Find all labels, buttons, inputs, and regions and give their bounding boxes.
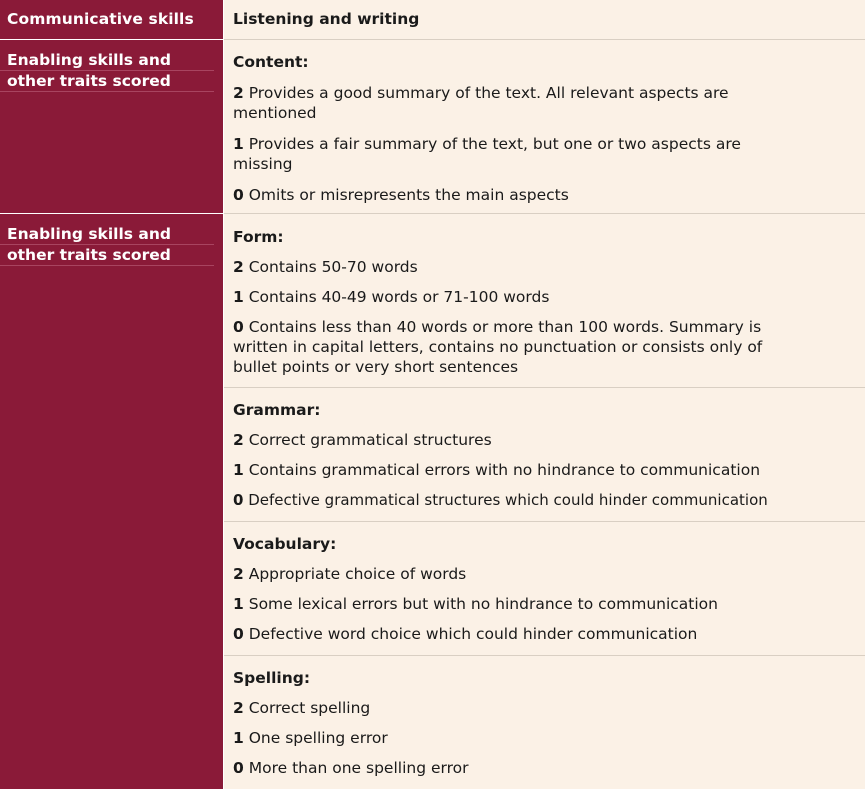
communicative-skills-heading: Communicative skills [7,10,194,28]
content-row-label-cell [0,40,224,214]
score: 2 [233,699,244,717]
criterion-item: 0 More than one spelling error [233,759,469,777]
criteria-sections [224,214,865,789]
score: 0 [233,625,244,643]
score: 1 [233,135,244,153]
criterion-item: 1 Some lexical errors but with no hindrance to communication [233,595,718,613]
header-right-cell [224,0,865,40]
spelling-section [224,656,865,789]
section-title: Grammar: [233,401,321,419]
criterion-item: 0 Omits or misrepresents the main aspects [233,186,569,204]
score: 2 [233,84,244,102]
score: 0 [233,491,244,509]
criterion-item: 1 One spelling error [233,729,388,747]
vocabulary-section [224,522,865,656]
section-title: Content: [233,53,309,71]
section-title: Vocabulary: [233,535,337,553]
criterion-item: 0 Contains less than 40 words or more than 100 words. Summary is written in capital letters, contains no punctuation or consists only of bullet points or very short sentences [233,318,763,376]
criterion-item: 1 Provides a fair summary of the text, but one or two aspects are missing [233,135,741,173]
content-section [224,40,865,214]
criterion-item: 2 Correct spelling [233,699,371,717]
label-line-1: Enabling skills and [0,50,214,71]
section-title: Form: [233,228,284,246]
criterion-item: 2 Appropriate choice of words [233,565,467,583]
criterion-item: 2 Provides a good summary of the text. All relevant aspects are mentioned [233,84,729,122]
header-left-cell [0,0,224,40]
score: 1 [233,729,244,747]
criterion-item: 1 Contains grammatical errors with no hindrance to communication [233,461,761,479]
score: 1 [233,595,244,613]
label-line-2: other traits scored [7,72,171,90]
criterion-item: 0 Defective word choice which could hinder communication [233,625,698,643]
label-line-1: Enabling skills and [0,224,214,245]
form-row-label-cell [0,214,224,789]
score: 1 [233,288,244,306]
enabling-skills-label [0,50,214,92]
listening-writing-heading: Listening and writing [233,10,420,28]
score: 0 [233,186,244,204]
score: 2 [233,431,244,449]
label-line-2: other traits scored [7,246,171,264]
enabling-skills-label [0,224,214,266]
score: 1 [233,461,244,479]
criterion-item: 2 Contains 50-70 words [233,258,418,276]
grammar-section [224,388,865,522]
criterion-item: 0 Defective grammatical structures which could hinder communication [233,491,768,509]
score: 2 [233,565,244,583]
form-section [224,214,865,388]
section-title: Spelling: [233,669,311,687]
criterion-item: 2 Correct grammatical structures [233,431,492,449]
score: 0 [233,318,244,336]
score: 0 [233,759,244,777]
criterion-item: 1 Contains 40-49 words or 71-100 words [233,288,550,306]
score: 2 [233,258,244,276]
